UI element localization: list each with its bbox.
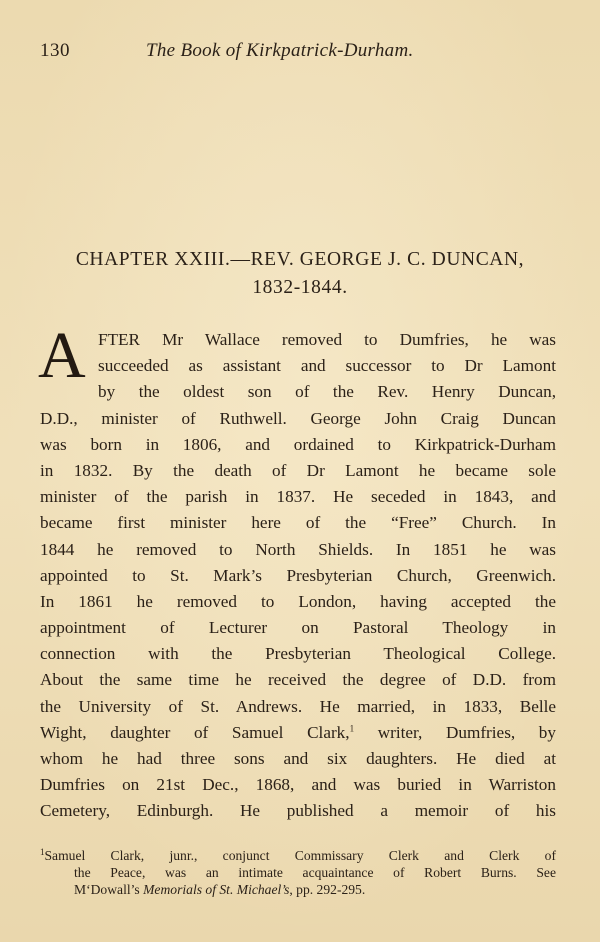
text-line: the University of St. Andrews. He married, in 1833, Belle [40, 696, 556, 716]
text-line: became first minister here of the “Free” Church. In [40, 513, 556, 533]
text-line: whom he had three sons and six daughters. He died at [40, 749, 556, 768]
text-line: Dumfries on 21st Dec., 1868, and was buried in Warriston [40, 775, 556, 795]
text-line: by the oldest son of the Rev. Henry Duncan, [98, 382, 556, 402]
text-segment: Wight, daughter of Samuel Clark, [40, 722, 350, 742]
footnote-line [40, 844, 556, 865]
text-line: Cemetery, Edinburgh. He published a memoir of his [40, 801, 556, 821]
chapter-title: CHAPTER XXIII.—REV. GEORGE J. C. DUNCAN, [75, 249, 525, 270]
drop-cap: A [38, 319, 86, 392]
text-line: in 1832. By the death of Dr Lamont he became sole [40, 460, 556, 480]
running-title: The Book of Kirkpatrick-Durham. [146, 40, 414, 61]
text-line: About the same time he received the degree of D.D. from [40, 670, 556, 690]
footnote-line [40, 882, 556, 899]
chapter-heading [40, 246, 560, 302]
text-segment: writer, Dumfries, by [354, 722, 556, 742]
text-line: was born in 1806, and ordained to Kirkpatrick-Durham [40, 434, 556, 454]
text-line: appointed to St. Mark’s Presbyterian Church, Greenwich. [40, 565, 556, 585]
cited-work-title: Memorials of St. Michael’s [143, 881, 290, 897]
text-line: succeeded as assistant and successor to Dr Lamont [98, 356, 556, 376]
text-line: In 1861 he removed to London, having accepted the [40, 591, 556, 611]
text-line: connection with the Presbyterian Theological College. [40, 644, 556, 664]
footnote [40, 844, 556, 898]
page-number: 130 [40, 40, 70, 61]
footnote-text: Samuel Clark, junr., conjunct Commissary Clerk and Clerk of [44, 848, 556, 863]
footnote-mark: 1 [40, 847, 45, 857]
body-text [38, 319, 556, 825]
running-head [40, 40, 560, 68]
text-line: FTER Mr Wallace removed to Dumfries, he was [98, 330, 556, 349]
text-line-with-footnote [40, 720, 556, 746]
footnote-text: , pp. 292-295. [289, 881, 366, 897]
footnote-reference[interactable]: 1 [349, 723, 355, 734]
chapter-dates: 1832-1844. [252, 277, 348, 298]
footnote-text: M‘Dowall’s [74, 881, 144, 897]
text-line: 1844 he removed to North Shields. In 1851 he was [40, 539, 556, 559]
text-line: minister of the parish in 1837. He seceded in 1843, and [40, 487, 556, 507]
text-line: D.D., minister of Ruthwell. George John Craig Duncan [40, 408, 556, 428]
footnote-line: the Peace, was an intimate acquaintance of Robert Burns. See [74, 864, 556, 880]
text-line: appointment of Lecturer on Pastoral Theology in [40, 618, 556, 638]
